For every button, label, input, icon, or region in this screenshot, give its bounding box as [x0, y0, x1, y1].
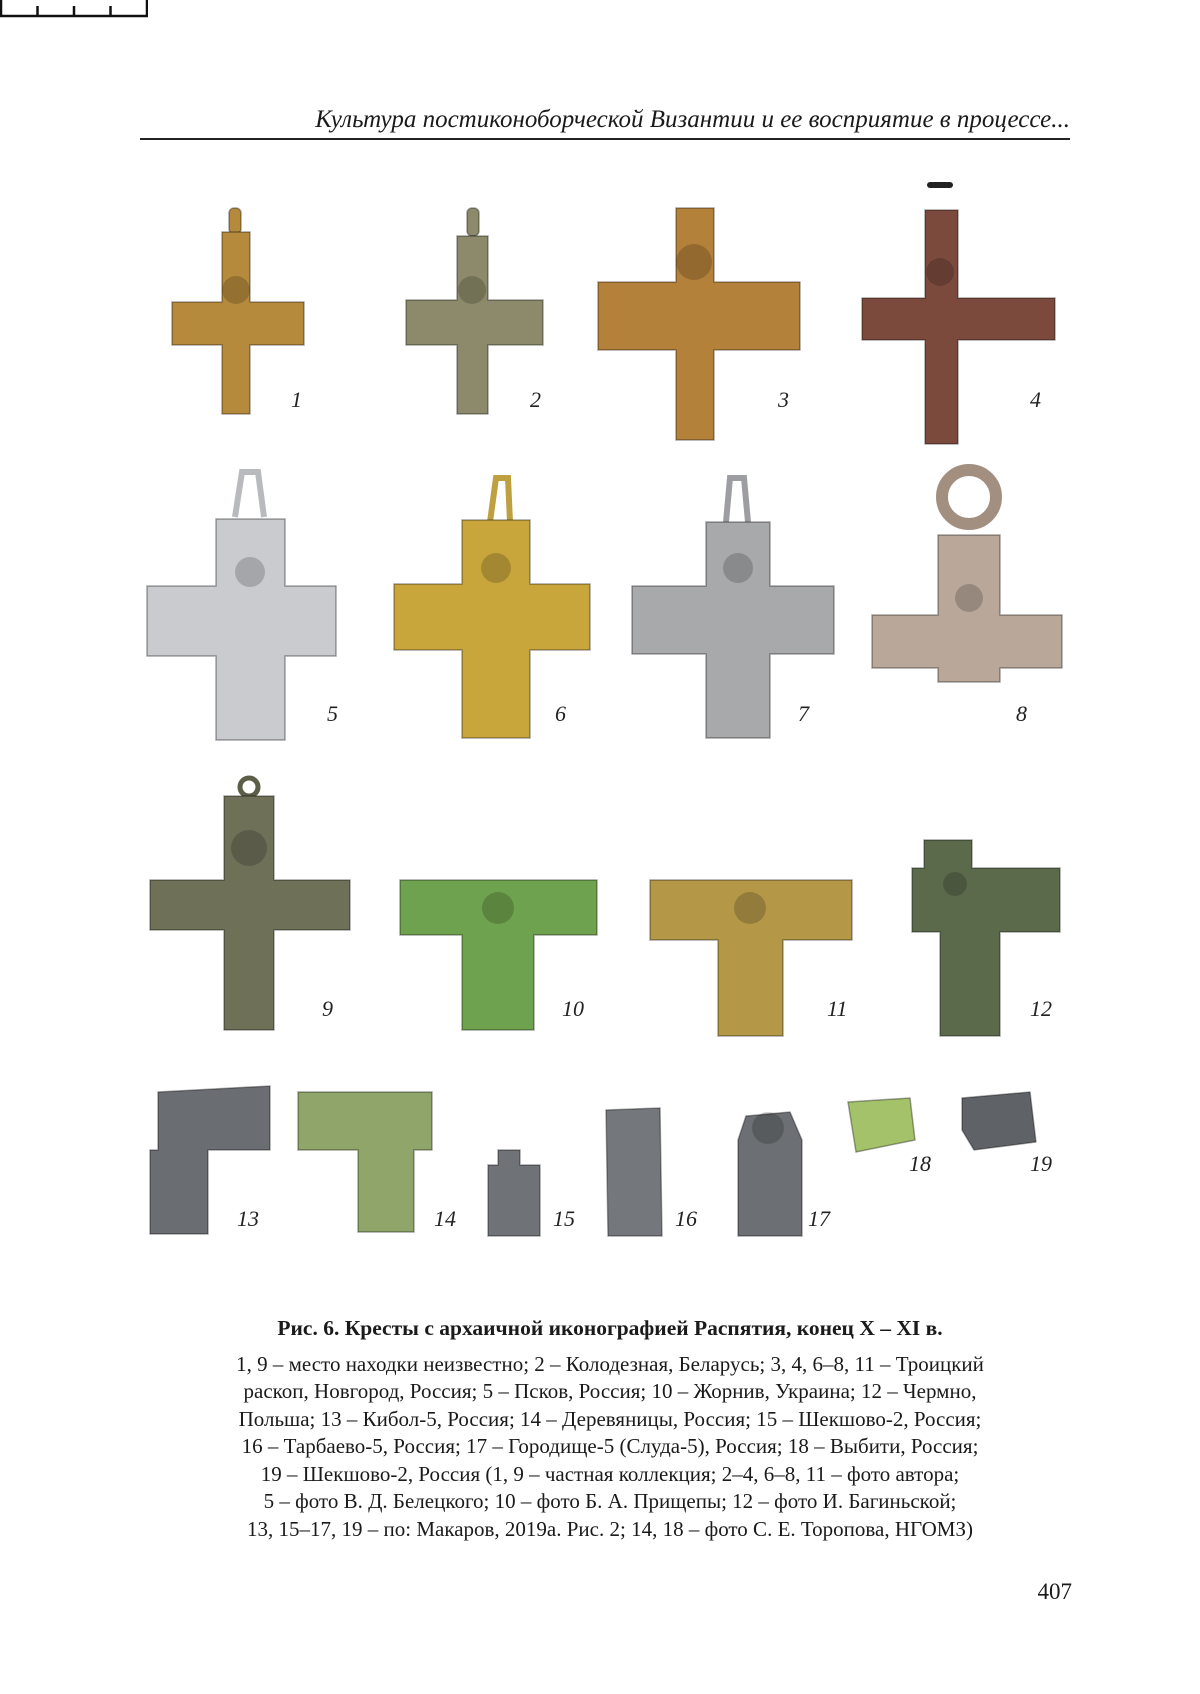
caption-line: 5 – фото В. Д. Белецкого; 10 – фото Б. А. Прищепы; 12 – фото И. Багиньской;	[263, 1489, 957, 1513]
fragment-14-image	[298, 1092, 432, 1232]
figure-number-9: 9	[322, 996, 333, 1021]
caption-line: раскоп, Новгород, Россия; 5 – Псков, Россия; 10 – Жорнив, Украина; 12 – Чермно,	[243, 1379, 977, 1403]
figure-number-8: 8	[1016, 701, 1027, 726]
cross-2-image	[406, 208, 543, 414]
fragment-18-image	[848, 1098, 915, 1152]
figure-number-14: 14	[434, 1206, 456, 1231]
cross-6-image	[394, 478, 590, 738]
cross-4-image	[862, 185, 1055, 444]
figure-number-19: 19	[1030, 1151, 1052, 1176]
fragment-15-image	[488, 1150, 540, 1236]
cross-7-image	[632, 478, 834, 738]
figure-number-10: 10	[562, 996, 584, 1021]
cross-11-image	[650, 880, 852, 1036]
figure-number-4: 4	[1030, 387, 1041, 412]
figure-number-11: 11	[827, 996, 848, 1021]
page-number: 407	[1037, 1579, 1072, 1604]
caption-line: 16 – Тарбаево-5, Россия; 17 – Городище-5 (Слуда-5), Россия; 18 – Выбити, Россия;	[241, 1434, 979, 1458]
caption-line: 1, 9 – место находки неизвестно; 2 – Колодезная, Беларусь; 3, 4, 6–8, 11 – Троицкий	[236, 1351, 984, 1376]
figure-number-5: 5	[327, 701, 338, 726]
cross-3-image	[598, 208, 800, 440]
scale-bar	[0, 0, 148, 18]
figure-number-7: 7	[798, 701, 809, 726]
fragment-16-image	[606, 1108, 662, 1236]
fragment-19-image	[962, 1092, 1036, 1150]
caption-body	[150, 1351, 1070, 1544]
figure-number-17: 17	[808, 1206, 830, 1231]
figure-number-16: 16	[675, 1206, 697, 1231]
cross-8-image	[872, 470, 1062, 682]
fragment-17-image	[738, 1112, 802, 1236]
figure-number-18: 18	[909, 1151, 931, 1176]
figure-number-12: 12	[1030, 996, 1052, 1021]
figure-number-3: 3	[778, 387, 789, 412]
caption-line: 19 – Шекшово-2, Россия (1, 9 – частная коллекция; 2–4, 6–8, 11 – фото автора;	[260, 1461, 960, 1486]
caption-title: Рис. 6. Кресты с архаичной иконографией Распятия, конец X – XI в.	[277, 1316, 943, 1340]
figure-caption	[150, 1315, 1070, 1543]
caption-line: Польша; 13 – Кибол-5, Россия; 14 – Деревяницы, Россия; 15 – Шекшово-2, Россия;	[238, 1406, 982, 1431]
cross-1-image	[172, 208, 304, 414]
figure-number-2: 2	[530, 387, 541, 412]
figure-number-13: 13	[237, 1206, 259, 1231]
cross-9-image	[150, 778, 350, 1030]
cross-5-image	[147, 472, 336, 740]
figure-number-15: 15	[553, 1206, 575, 1231]
figure-number-6: 6	[555, 701, 566, 726]
running-header: Культура постиконоборческой Византии и ее восприятие в процессе...	[315, 106, 1070, 133]
figure-number-1: 1	[291, 387, 302, 412]
caption-line: 13, 15–17, 19 – по: Макаров, 2019а. Рис. 2; 14, 18 – фото С. Е. Торопова, НГОМЗ)	[247, 1516, 973, 1541]
